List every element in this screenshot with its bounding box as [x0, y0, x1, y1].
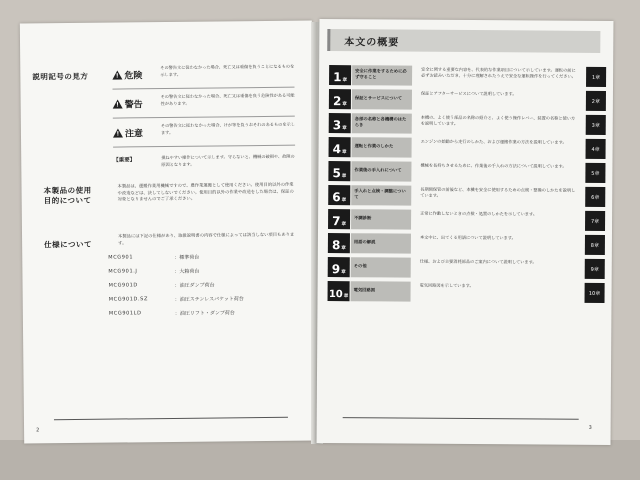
chapter-number: 10 章: [328, 281, 350, 301]
symbol-label: 危険: [124, 71, 143, 82]
model-name: MCG901LD: [108, 310, 142, 317]
model-desc: ：標準荷台: [174, 254, 200, 261]
model-row: [108, 253, 288, 262]
chapter-tab: 5章: [585, 163, 605, 183]
model-name: MCG901D.SZ: [108, 296, 148, 303]
symbol-label: 警告: [124, 100, 143, 111]
chapter-tab: 4章: [586, 139, 606, 159]
symbol-row-warning: [113, 90, 295, 119]
chapter-number: 7 章: [328, 209, 350, 229]
chapter-title: 保証とサービスについて: [352, 89, 412, 109]
chapter-desc: 長期間保管の前後など、本機を安全に使用するための点検・整備のしかたを説明しています。: [420, 186, 576, 199]
toc-row: [328, 161, 600, 183]
spec-title: 仕様について: [44, 239, 93, 250]
chapter-number: 8 章: [328, 233, 350, 253]
warning-icon: [113, 99, 123, 108]
chapter-number: 2 章: [329, 89, 351, 109]
chapter-tab: 1章: [586, 67, 606, 87]
page-number: 3: [588, 424, 592, 431]
model-row: [109, 281, 289, 290]
model-desc: ：大箱荷台: [174, 268, 200, 275]
symbol-text: その警告文に従わなかった場合、けが等を負うおそれのあるものを示します。: [160, 121, 295, 135]
chapter-desc: 本機の、よく使う部品の名称の紹介と、よく使う操作レバー、装置の名称と使い方を説明しています。: [420, 114, 576, 127]
footer-rule: [54, 417, 288, 420]
symbol-text: その警告文に従わなかった場合、死亡又は重傷を負うことになるものを示します。: [160, 63, 295, 77]
chapter-desc: 機械を長持ちさせるために、作業後の手入れの方法について説明しています。: [420, 162, 567, 169]
model-desc: ：油圧ステンレスバケット荷台: [174, 296, 244, 303]
chapter-number: 4 章: [329, 137, 351, 157]
toc-row: [328, 233, 600, 255]
left-page: [20, 20, 316, 443]
model-row: [109, 295, 289, 304]
chapter-desc: 電気回路図を示しています。: [419, 282, 474, 289]
spec-text: 本製品には下記の仕様があり、取扱説明書の内容で仕様によっては該当しない項目もあります。: [118, 232, 295, 247]
chapter-title: 手入れと点検・調整について: [351, 185, 411, 205]
header-bar: [327, 29, 600, 53]
chapter-tab: 10章: [585, 283, 605, 303]
chapter-desc: エンジンの始動から走行のしかた、および運搬作業の方法を説明しています。: [420, 138, 567, 145]
chapter-title: 電気回路図: [351, 281, 411, 301]
warning-icon: [113, 128, 123, 137]
purpose-text: 本製品は、運搬作業用機械ですので、農作業運搬として使用ください。使用目的以外の作業や改造などは、決してしないでください。使用目的以外の作業や改造をした場合は、保証の対象となりませんのでご了承ください。: [117, 182, 294, 203]
toc-row: [329, 137, 601, 159]
chapter-title: 各部の名称と各機構のはたらき: [352, 113, 412, 133]
chapter-number: 6 章: [328, 185, 350, 205]
symbol-text: その警告文に従わなかった場合、死亡又は重傷を負う危険性がある可能性があります。: [160, 92, 295, 106]
model-desc: ：油圧リフト・ダンプ荷台: [174, 310, 235, 317]
chapter-tab: 7章: [585, 211, 605, 231]
symbols-list: [112, 61, 295, 178]
chapter-number: 1 章: [329, 65, 351, 85]
chapter-desc: 正常に作動しないときの点検・処置のしかたを示しています。: [420, 210, 538, 217]
purpose-title-line2: 目的について: [43, 195, 92, 206]
toc-row: [328, 257, 600, 279]
footer-rule: [343, 417, 579, 420]
page-number: 2: [36, 427, 40, 434]
important-text: 損ねやすい操作について示します。守らないと、機械の破損や、故障の原因となります。: [161, 153, 295, 167]
model-name: MCG901.J: [108, 268, 138, 275]
right-page: [317, 19, 614, 445]
symbol-label: 注意: [124, 129, 144, 140]
model-name: MCG901D: [108, 282, 138, 289]
chapter-number: 9 章: [328, 257, 350, 277]
toc-row: [328, 185, 600, 207]
page-title: 本文の概要: [344, 37, 400, 49]
toc-row: [329, 113, 601, 135]
symbol-row-danger: [112, 61, 294, 90]
chapter-title: 運転と作業のしかた: [352, 137, 412, 157]
chapter-title: 不調診断: [351, 209, 411, 229]
chapter-desc: 仕様、および主要消耗部品のご案内について説明しています。: [419, 258, 537, 265]
chapter-tab: 2章: [586, 91, 606, 111]
model-row: [108, 267, 288, 276]
model-row: [109, 309, 289, 318]
chapter-title: その他: [351, 257, 411, 277]
toc-row: [329, 89, 601, 111]
chapter-tab: 9章: [585, 259, 605, 279]
chapter-title: 用語の解説: [351, 233, 411, 253]
toc-row: [329, 65, 601, 87]
chapter-title: 安全に作業をするために必ず守ること: [352, 65, 412, 85]
model-name: MCG901: [108, 254, 134, 261]
toc-row: [328, 281, 600, 303]
toc-row: [328, 209, 600, 231]
chapter-tab: 8章: [585, 235, 605, 255]
symbol-row-caution: [113, 119, 295, 148]
chapter-tab: 3章: [586, 115, 606, 135]
chapter-title: 作業後の手入れについて: [351, 161, 411, 181]
chapter-desc: 保証とアフターサービスについて説明しています。: [420, 90, 517, 97]
purpose-title-line1: 本製品の使用: [43, 185, 92, 196]
model-desc: ：油圧ダンプ荷台: [174, 282, 215, 289]
chapter-number: 3 章: [329, 113, 351, 133]
symbols-title: 説明記号の見方: [32, 71, 89, 82]
chapter-desc: 本文中に、出てくる用語について説明しています。: [419, 234, 516, 241]
table-surface: [0, 440, 640, 480]
chapter-desc: 安全に関する重要な内容を、代表的な作業項目について示しています。運転の前に必ずお読みいただき、十分に理解されたうえで安全な運転操作を行ってください。: [421, 66, 576, 80]
warning-icon: [112, 70, 122, 79]
symbol-row-important: [113, 148, 295, 176]
chapter-tab: 6章: [585, 187, 605, 207]
important-label: 【重要】: [113, 157, 136, 164]
chapter-number: 5 章: [328, 161, 350, 181]
